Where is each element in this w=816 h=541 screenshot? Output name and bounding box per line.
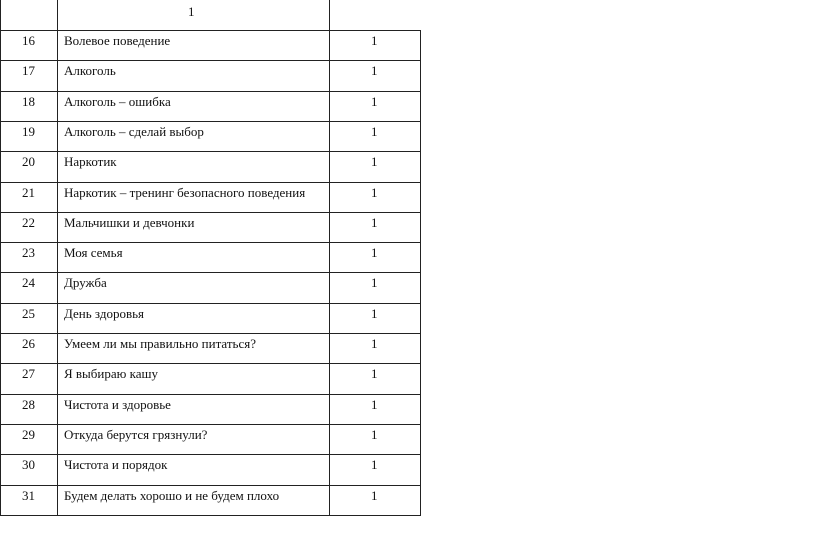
row-hours: 1	[371, 124, 378, 139]
row-hours: 1	[371, 397, 378, 412]
row-hours: 1	[371, 185, 378, 200]
table-border	[0, 303, 421, 304]
row-hours: 1	[371, 275, 378, 290]
table-border	[0, 485, 421, 486]
row-number: 17	[22, 63, 35, 78]
row-title: Алкоголь	[64, 63, 116, 78]
row-title: Моя семья	[64, 245, 123, 260]
row-title: Откуда берутся грязнули?	[64, 427, 208, 442]
table-border	[0, 272, 421, 273]
row-hours: 1	[371, 154, 378, 169]
table-border	[0, 212, 421, 213]
table-border	[0, 515, 421, 516]
table-border	[0, 424, 421, 425]
row-title: Наркотик – тренинг безопасного поведения	[64, 185, 306, 200]
row-number: 24	[22, 275, 35, 290]
row-hours: 1	[371, 215, 378, 230]
table-border	[0, 182, 421, 183]
row-title: Алкоголь – ошибка	[64, 94, 171, 109]
row-title: Чистота и здоровье	[64, 397, 171, 412]
table-border	[0, 0, 1, 30]
table-border	[0, 121, 421, 122]
table-border	[329, 0, 330, 30]
row-hours: 1	[371, 336, 378, 351]
row-number: 20	[22, 154, 35, 169]
row-hours: 1	[371, 457, 378, 472]
row-title: Мальчишки и девчонки	[64, 215, 195, 230]
row-hours: 1	[371, 94, 378, 109]
table-border	[0, 30, 1, 515]
table-border	[57, 30, 58, 515]
row-hours: 1	[371, 33, 378, 48]
row-number: 22	[22, 215, 35, 230]
table-border	[0, 91, 421, 92]
table-border	[0, 151, 421, 152]
table-border	[57, 0, 58, 30]
table-border	[420, 30, 421, 515]
row-title: Я выбираю кашу	[64, 366, 158, 381]
row-title: Умеем ли мы правильно питаться?	[64, 336, 256, 351]
row-number: 16	[22, 33, 35, 48]
row-title: Наркотик	[64, 154, 117, 169]
row-hours: 1	[371, 427, 378, 442]
table-border	[329, 30, 330, 515]
table-border	[0, 242, 421, 243]
row-title: Дружба	[64, 275, 107, 290]
table-border	[0, 363, 421, 364]
table-border	[0, 333, 421, 334]
row-hours: 1	[371, 245, 378, 260]
row-title: Чистота и порядок	[64, 457, 168, 472]
table-border	[0, 454, 421, 455]
row-hours: 1	[371, 366, 378, 381]
row-number: 31	[22, 488, 35, 503]
row-number: 26	[22, 336, 35, 351]
table-border	[0, 394, 421, 395]
header-value: 1	[188, 4, 195, 19]
row-number: 23	[22, 245, 35, 260]
row-hours: 1	[371, 306, 378, 321]
row-number: 28	[22, 397, 35, 412]
row-hours: 1	[371, 488, 378, 503]
table-border	[0, 30, 421, 31]
row-number: 29	[22, 427, 35, 442]
row-number: 19	[22, 124, 35, 139]
row-hours: 1	[371, 63, 378, 78]
row-number: 18	[22, 94, 35, 109]
row-number: 25	[22, 306, 35, 321]
row-number: 21	[22, 185, 35, 200]
row-title: Будем делать хорошо и не будем плохо	[64, 488, 280, 503]
row-title: Волевое поведение	[64, 33, 171, 48]
row-title: День здоровья	[64, 306, 144, 321]
row-number: 27	[22, 366, 35, 381]
row-title: Алкоголь – сделай выбор	[64, 124, 204, 139]
table-border	[0, 60, 421, 61]
row-number: 30	[22, 457, 35, 472]
